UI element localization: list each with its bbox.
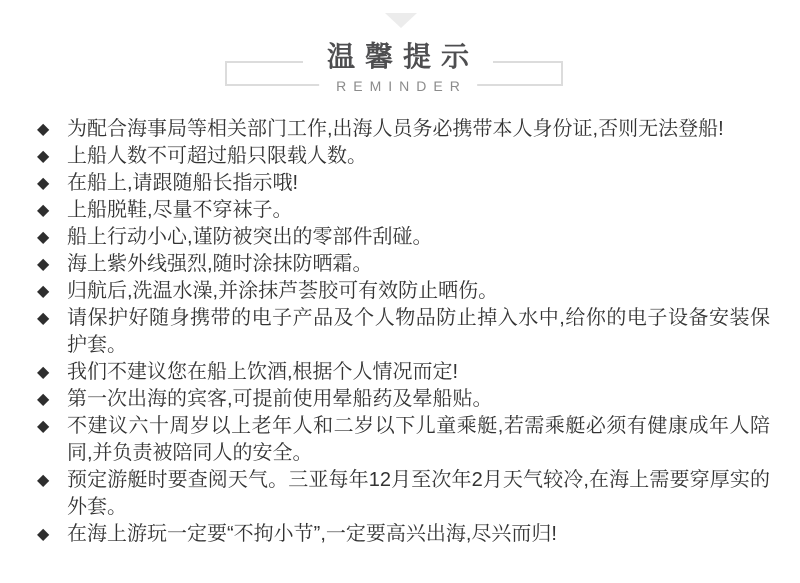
tip-item [37, 413, 770, 467]
tip-text: 不建议六十周岁以上老年人和二岁以下儿童乘艇,若需乘艇必须有健康成年人陪同,并负责被陪同人的安全。 [67, 415, 770, 464]
diamond-bullet-icon: ◆ [37, 283, 50, 300]
diamond-bullet-icon: ◆ [37, 229, 50, 246]
tip-item [37, 521, 770, 548]
tip-text: 为配合海事局等相关部门工作,出海人员务必携带本人身份证,否则无法登船! [67, 118, 724, 140]
tip-text: 上船脱鞋,尽量不穿袜子。 [67, 199, 293, 221]
diamond-bullet-icon: ◆ [37, 418, 50, 435]
tip-text: 海上紫外线强烈,随时涂抹防晒霜。 [67, 253, 373, 275]
tip-item [37, 143, 770, 170]
diamond-bullet-icon: ◆ [37, 121, 50, 138]
tip-text: 在船上,请跟随船长指示哦! [67, 172, 299, 194]
diamond-bullet-icon: ◆ [37, 256, 50, 273]
diamond-bullet-icon: ◆ [37, 364, 50, 381]
page-subtitle: REMINDER [319, 78, 477, 94]
tip-text: 请保护好随身携带的电子产品及个人物品防止掉入水中,给你的电子设备安装保护套。 [67, 307, 770, 356]
diamond-bullet-icon: ◆ [37, 310, 50, 327]
diamond-bullet-icon: ◆ [37, 472, 50, 489]
diamond-bullet-icon: ◆ [37, 202, 50, 219]
tip-item [37, 467, 770, 521]
tip-item [37, 305, 770, 359]
tip-text: 我们不建议您在船上饮酒,根据个人情况而定! [67, 361, 459, 383]
triangle-down-icon [385, 13, 417, 28]
tip-item [37, 359, 770, 386]
page-title: 温馨提示 [303, 42, 493, 72]
diamond-bullet-icon: ◆ [37, 391, 50, 408]
tip-item [37, 386, 770, 413]
tip-text: 预定游艇时要查阅天气。三亚每年12月至次年2月天气较冷,在海上需要穿厚实的外套。 [67, 469, 770, 518]
tip-item [37, 251, 770, 278]
diamond-bullet-icon: ◆ [37, 526, 50, 543]
tip-item [37, 278, 770, 305]
tip-text: 在海上游玩一定要“不拘小节”,一定要高兴出海,尽兴而归! [67, 523, 557, 545]
tip-text: 船上行动小心,谨防被突出的零部件刮碰。 [67, 226, 433, 248]
tip-item [37, 116, 770, 143]
tip-text: 归航后,洗温水澡,并涂抹芦荟胶可有效防止晒伤。 [67, 280, 499, 302]
tip-text: 第一次出海的宾客,可提前使用晕船药及晕船贴。 [67, 388, 493, 410]
tip-item [37, 224, 770, 251]
diamond-bullet-icon: ◆ [37, 175, 50, 192]
tip-text: 上船人数不可超过船只限载人数。 [67, 145, 367, 167]
tips-list [37, 116, 770, 548]
diamond-bullet-icon: ◆ [37, 148, 50, 165]
tip-item [37, 197, 770, 224]
tip-item [37, 170, 770, 197]
